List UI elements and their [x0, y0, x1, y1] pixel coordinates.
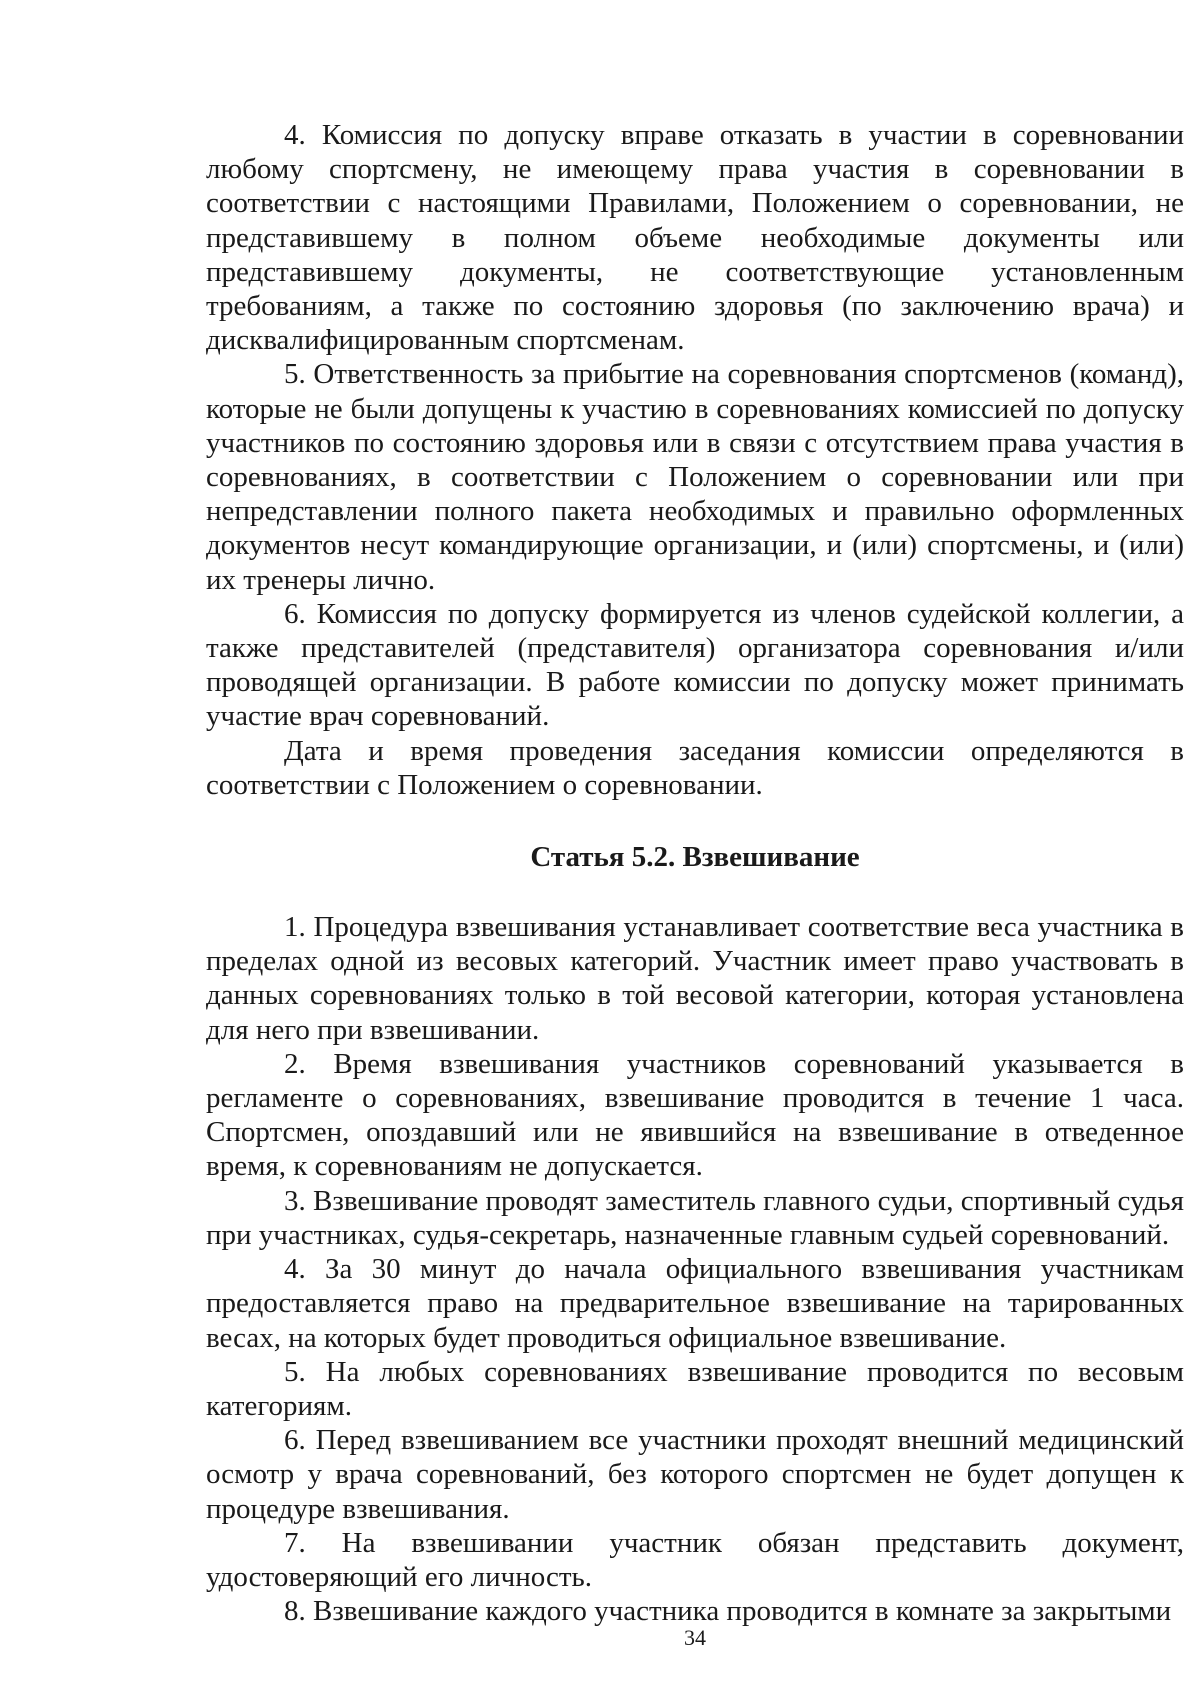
- paragraph-admission-refusal: 4. Комиссия по допуску вправе отказать в участии в соревновании любому спортсмену, не имеющему права участия в соревновании в соответствии с настоящими Правилами, Положением о соревновании, не представившему в полном объеме необходимые документы или представившему документы, не соответствующие установленным требованиям, а также по состоянию здоровья (по заключению врача) и дисквалифицированным спортсменам.: [206, 119, 1184, 357]
- paragraph-commission-formation: 6. Комиссия по допуску формируется из членов судейской коллегии, а также представителей (представителя) организатора соревнования и/или проводящей организации. В работе комиссии по допуску может принимать участие врач соревнований.: [206, 597, 1184, 733]
- paragraph-weighing-time: 2. Время взвешивания участников соревнований указывается в регламенте о соревнованиях, взвешивание проводится в течение 1 часа. Спортсмен, опоздавший или не явившийся на взвешивание в отведенное время, к соревнованиям не допускается.: [206, 1047, 1184, 1183]
- paragraph-identity-document: 7. На взвешивании участник обязан представить документ, удостоверяющий его личность.: [206, 1526, 1184, 1593]
- paragraph-closed-room: 8. Взвешивание каждого участника проводится в комнате за закрытыми: [284, 1595, 1172, 1628]
- article-heading: Статья 5.2. Взвешивание: [530, 841, 860, 874]
- paragraph-medical-exam: 6. Перед взвешиванием все участники проходят внешний медицинский осмотр у врача соревнований, без которого спортсмен не будет допущен к процедуре взвешивания.: [206, 1424, 1184, 1525]
- paragraph-responsibility: 5. Ответственность за прибытие на соревнования спортсменов (команд), которые не были допущены к участию в соревнованиях комиссией по допуску участников по состоянию здоровья или в связи с отсутствием права участия в соревнованиях, в соответствии с Положением о соревновании или при непредставлении полного пакета необходимых и правильно оформленных документов несут командирующие организации, и (или) спортсмены, и (или) их тренеры лично.: [206, 358, 1184, 596]
- document-page: [206, 118, 1184, 1628]
- paragraph-weighing-officials: 3. Взвешивание проводят заместитель главного судьи, спортивный судья при участниках, судья-секретарь, назначенные главным судьей соревнований.: [206, 1184, 1184, 1251]
- paragraph-meeting-date: Дата и время проведения заседания комиссии определяются в соответствии с Положением о соревновании.: [206, 734, 1184, 801]
- page-number: 34: [684, 1625, 706, 1650]
- paragraph-preliminary-weighing: 4. За 30 минут до начала официального взвешивания участникам предоставляется право на предварительное взвешивание на тарированных весах, на которых будет проводиться официальное взвешивание.: [206, 1253, 1184, 1354]
- paragraph-weight-categories: 5. На любых соревнованиях взвешивание проводится по весовым категориям.: [206, 1355, 1184, 1422]
- paragraph-weighing-procedure: 1. Процедура взвешивания устанавливает соответствие веса участника в пределах одной из весовых категорий. Участник имеет право участвовать в данных соревнованиях только в той весовой категории, которая установлена для него при взвешивании.: [206, 911, 1184, 1046]
